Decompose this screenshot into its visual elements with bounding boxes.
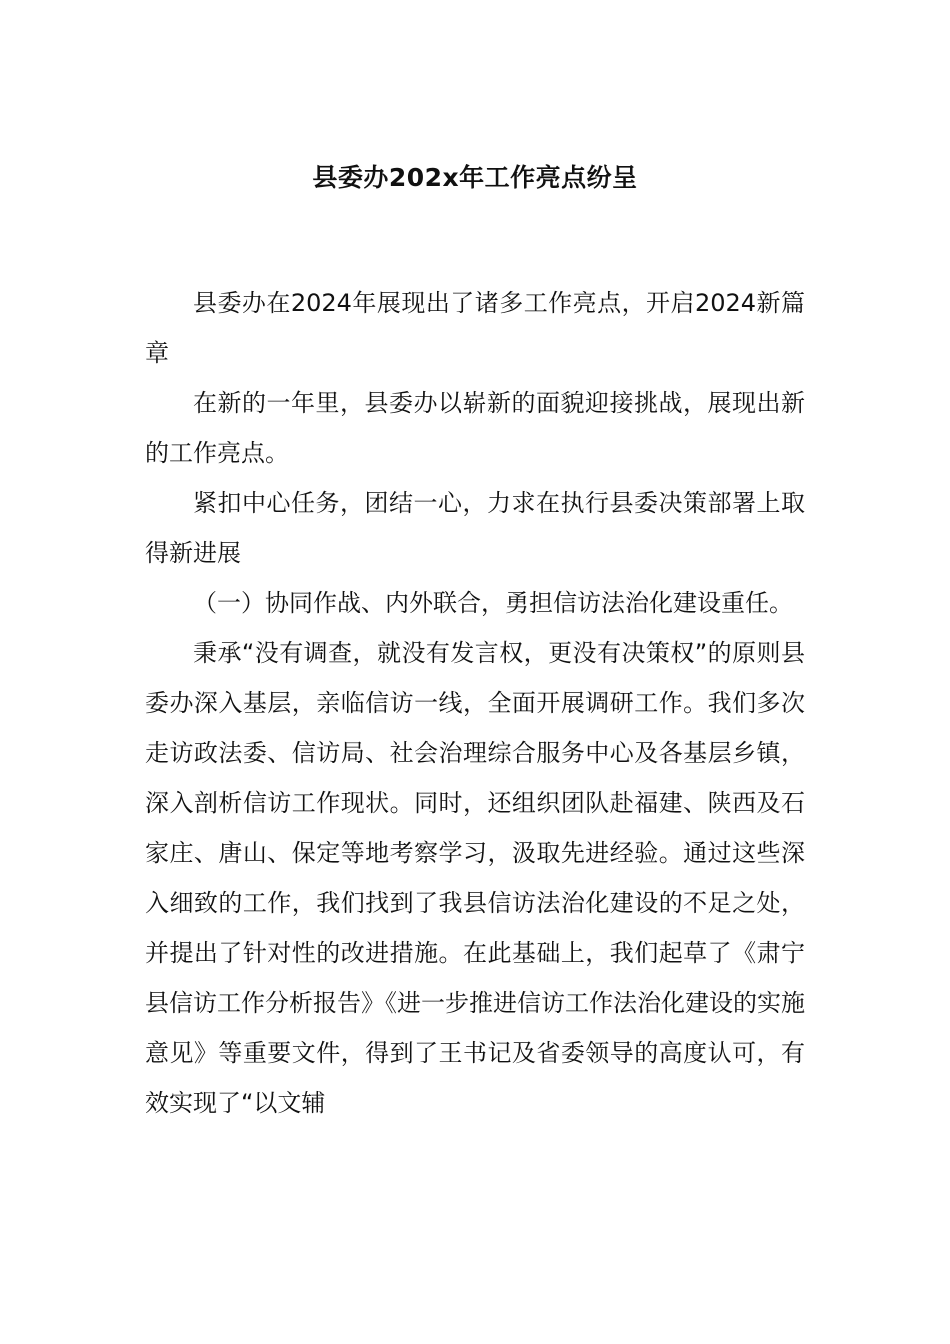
paragraph-research: 秉承“没有调查，就没有发言权，更没有决策权”的原则县委办深入基层，亲临信访一线，全面开展调研工作。我们多次走访政法委、信访局、社会治理综合服务中心及各基层乡镇，深入剖析信访工作现状。同时，还组织团队赴福建、陕西及石家庄、唐山、保定等地考察学习，汲取先进经验。通过这些深入细致的工作，我们找到了我县信访法治化建设的不足之处，并提出了针对性的改进措施。在此基础上，我们起草了《肃宁县信访工作分析报告》《进一步推进信访工作法治化建设的实施意见》等重要文件，得到了王书记及省委领导的高度认可，有效实现了“以文辅: [145, 639, 805, 1117]
paragraph-section-heading-1: （一）协同作战、内外联合，勇担信访法治化建设重任。: [193, 589, 793, 617]
paragraph-intro: 县委办在2024年展现出了诸多工作亮点，开启2024新篇章: [145, 289, 805, 367]
paragraph-central-task: 紧扣中心任务，团结一心，力求在执行县委决策部署上取得新进展: [145, 489, 805, 567]
document-body: [145, 278, 805, 1128]
document-title: 县委办202x年工作亮点纷呈: [312, 163, 638, 192]
paragraph-new-year: 在新的一年里，县委办以崭新的面貌迎接挑战，展现出新的工作亮点。: [145, 389, 805, 467]
